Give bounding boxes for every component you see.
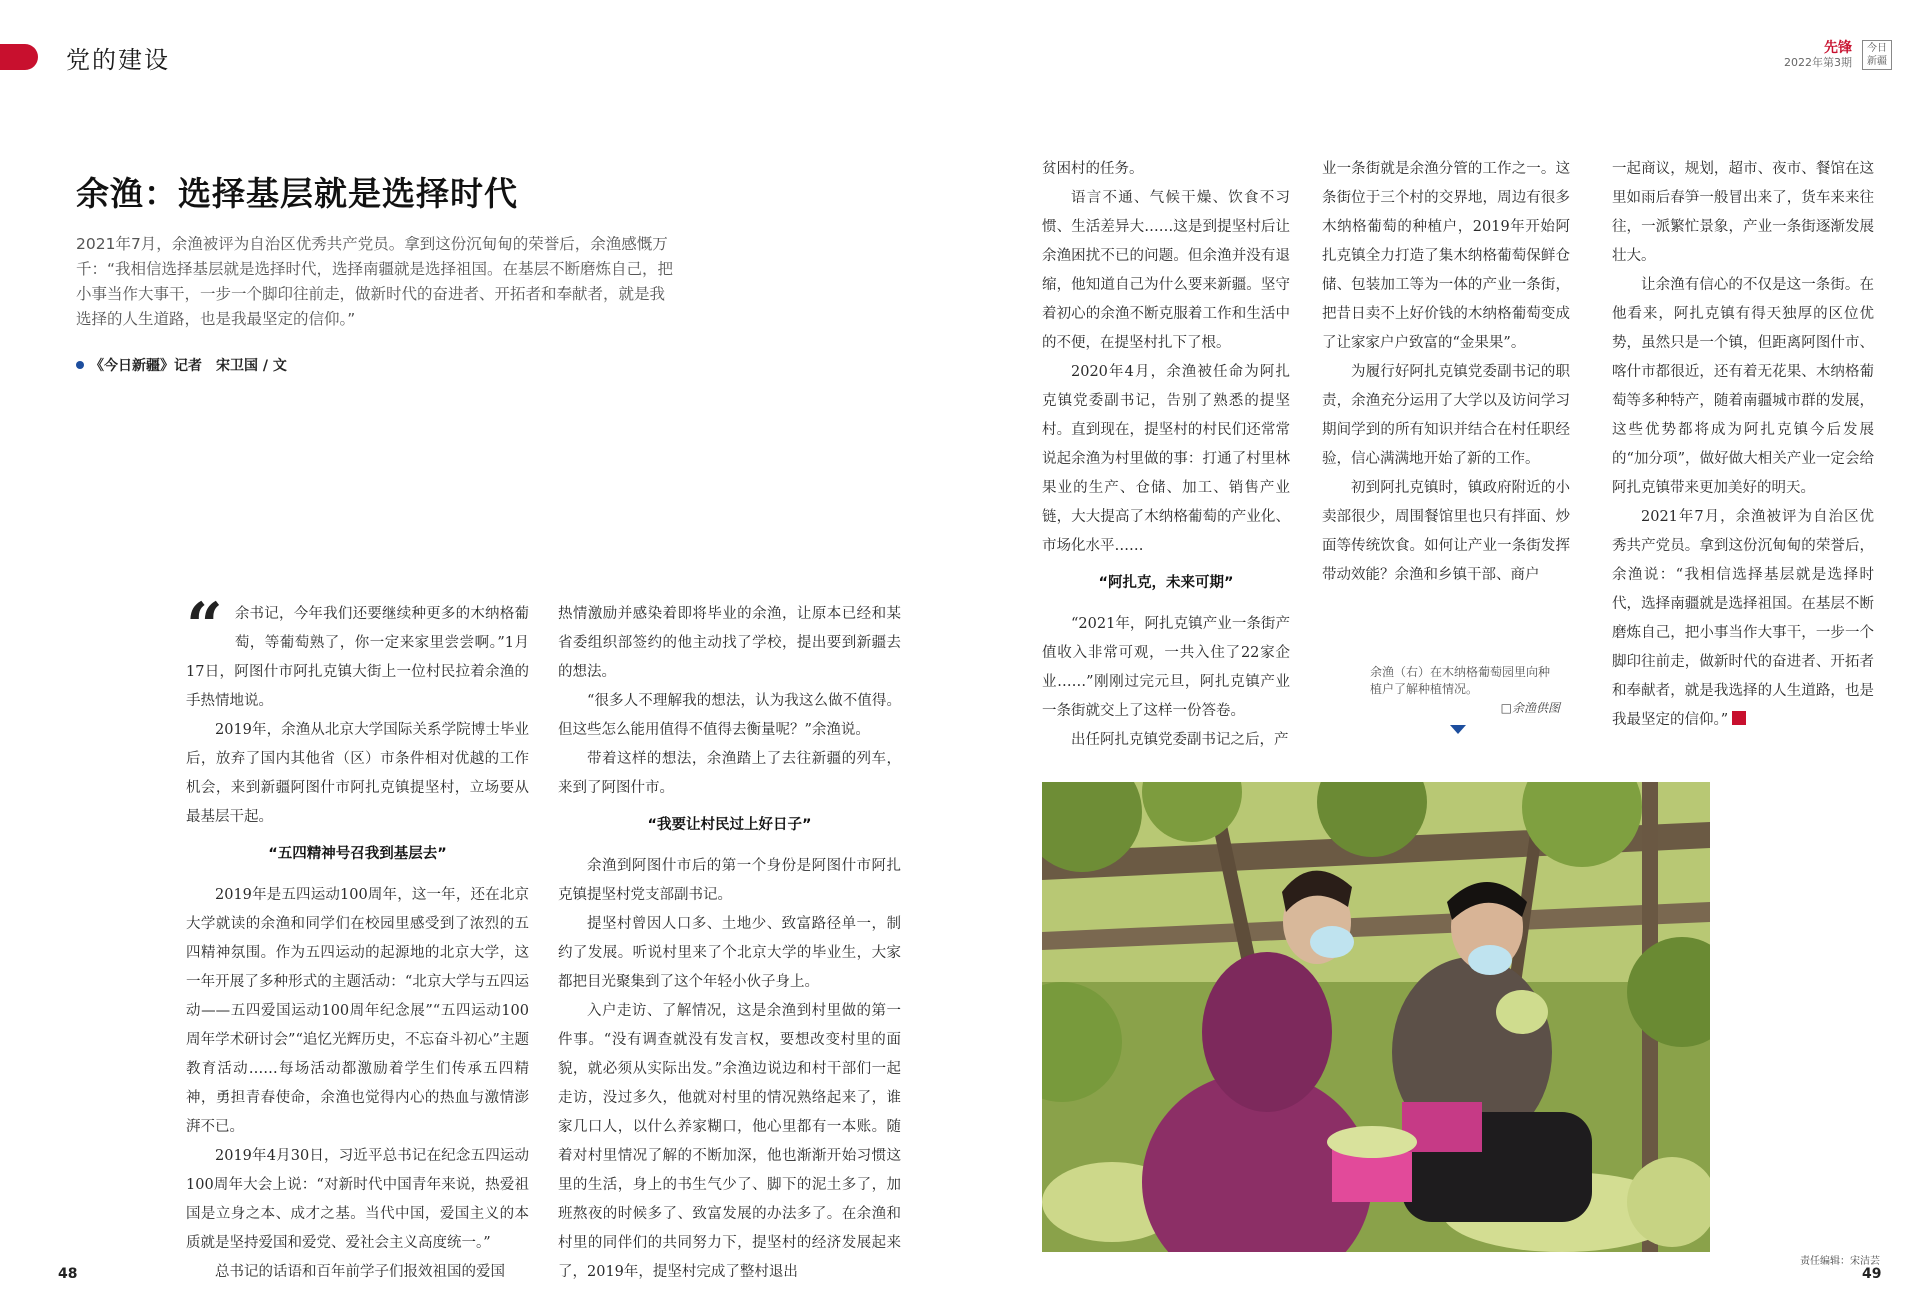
brand-title: 先锋 [1824, 40, 1852, 56]
byline-text: 《今日新疆》记者 宋卫国 / 文 [90, 358, 287, 374]
paragraph: 业一条街就是余渔分管的工作之一。这条街位于三个村的交界地，周边有很多木纳格葡萄的种植户，2019年开始阿扎克镇全力打造了集木纳格葡萄保鲜仓储、包装加工等为一体的产业一条街，把昔日卖不上好价钱的木纳格葡萄变成了让家家户户致富的“金果果”。 [1322, 161, 1570, 351]
byline-dot-icon [76, 361, 84, 369]
column-3 [1042, 155, 1290, 755]
vineyard-illustration [1042, 782, 1710, 1252]
page-number-right: 49 [1862, 1266, 1882, 1282]
paragraph: “很多人不理解我的想法，认为我这么做不值得。但这些怎么能用值得不值得去衡量呢？”余渔说。 [558, 693, 901, 738]
paragraph-text: 2021年7月，余渔被评为自治区优秀共产党员。拿到这份沉甸甸的荣誉后，余渔说：“我相信选择基层就是选择时代，选择南疆就是选择祖国。在基层不断磨炼自己，把小事当作大事干，一步一个脚印往前走，做新时代的奋进者、开拓者和奉献者，就是我选择的人生道路，也是我最坚定的信仰。” [1612, 509, 1874, 728]
paragraph: 提坚村曾因人口多、土地少、致富路径单一，制约了发展。听说村里来了个北京大学的毕业生，大家都把目光聚集到了这个年轻小伙子身上。 [558, 916, 901, 990]
paragraph: 初到阿扎克镇时，镇政府附近的小卖部很少，周围餐馆里也只有拌面、炒面等传统饮食。如何让产业一条街发挥带动效能？余渔和乡镇干部、商户 [1322, 480, 1570, 583]
photo-caption [1370, 664, 1560, 717]
paragraph: 让余渔有信心的不仅是这一条街。在他看来，阿扎克镇有得天独厚的区位优势，虽然只是一个镇，但距离阿图什市、喀什市都很近，还有着无花果、木纳格葡萄等多种特产，随着南疆城市群的发展，这些优势都将成为阿扎克镇今后发展的“加分项”，做好做大相关产业一定会给阿扎克镇带来更加美好的明天。 [1612, 277, 1874, 496]
paragraph: 为履行好阿扎克镇党委副书记的职责，余渔充分运用了大学以及访问学习期间学到的所有知识并结合在村任职经验，信心满满地开始了新的工作。 [1322, 364, 1570, 467]
vineyard-photo [1042, 782, 1710, 1252]
opening-quote-icon: “ [186, 589, 223, 664]
paragraph: 余渔到阿图什市后的第一个身份是阿图什市阿扎克镇提坚村党支部副书记。 [558, 858, 901, 903]
paragraph: 2019年，余渔从北京大学国际关系学院博士毕业后，放弃了国内其他省（区）市条件相对优越的工作机会，来到新疆阿图什市阿扎克镇提坚村，立场要从最基层干起。 [186, 722, 529, 825]
section-label: 党的建设 [66, 46, 170, 74]
paragraph [1612, 503, 1874, 735]
paragraph: 带着这样的想法，余渔踏上了去往新疆的列车，来到了阿图什市。 [558, 751, 901, 796]
article-byline [76, 355, 287, 375]
paragraph: 一起商议，规划，超市、夜市、餐馆在这里如雨后春笋一般冒出来了，货车来来往往，一派繁忙景象，产业一条街逐渐发展壮大。 [1612, 161, 1874, 264]
paragraph-text: 余书记，今年我们还要继续种更多的木纳格葡萄，等葡萄熟了，你一定来家里尝尝啊。”1月17日，阿图什市阿扎克镇大街上一位村民拉着余渔的手热情地说。 [186, 606, 529, 709]
paragraph [186, 589, 529, 716]
column-1 [186, 589, 529, 1287]
issue-label: 2022年第3期 [1784, 56, 1852, 69]
article-title: 余渔：选择基层就是选择时代 [76, 174, 518, 213]
section-tab-mark [0, 44, 38, 70]
paragraph: 2019年是五四运动100周年，这一年，还在北京大学就读的余渔和同学们在校园里感受到了浓烈的五四精神氛围。作为五四运动的起源地的北京大学，这一年开展了多种形式的主题活动：“北京大学与五四运动——五四爱国运动100周年纪念展”“五四运动100周年学术研讨会”“追忆光辉历史，不忘奋斗初心”主题教育活动……每场活动都激励着学生们传承五四精神，勇担青春使命，余渔也觉得内心的热血与激情澎湃不已。 [186, 887, 529, 1135]
magazine-logo: 今日新疆 [1862, 40, 1892, 70]
paragraph: 语言不通、气候干燥、饮食不习惯、生活差异大……这是到提坚村后让余渔困扰不已的问题。但余渔并没有退缩，他知道自己为什么要来新疆。坚守着初心的余渔不断克服着工作和生活中的不便，在提坚村扎下了根。 [1042, 190, 1290, 351]
photo-credit: □余渔供图 [1500, 701, 1560, 715]
subheading: “阿扎克，未来可期” [1098, 575, 1234, 591]
magazine-brand [1784, 40, 1852, 70]
paragraph: 总书记的话语和百年前学子们报效祖国的爱国 [215, 1264, 505, 1280]
subheading: “我要让村民过上好日子” [647, 817, 812, 833]
column-2 [558, 600, 901, 1287]
paragraph: 2019年4月30日，习近平总书记在纪念五四运动100周年大会上说：“对新时代中国青年来说，热爱祖国是立身之本、成才之基。当代中国，爱国主义的本质就是坚持爱国和爱党、爱社会主义高度统一。” [186, 1148, 529, 1251]
paragraph: 出任阿扎克镇党委副书记之后，产 [1071, 732, 1289, 748]
caption-text: 余渔（右）在木纳格葡萄园里向种植户了解种植情况。 [1370, 665, 1551, 696]
paragraph: 热情激励并感染着即将毕业的余渔，让原本已经和某省委组织部签约的他主动找了学校，提出要到新疆去的想法。 [558, 606, 901, 680]
end-square-icon [1732, 711, 1746, 725]
article-lede: 2021年7月，余渔被评为自治区优秀共产党员。拿到这份沉甸甸的荣誉后，余渔感慨万千：“我相信选择基层就是选择时代，选择南疆就是选择祖国。在基层不断磨炼自己，把小事当作大事干，一步一个脚印往前走，做新时代的奋进者、开拓者和奉献者，就是我选择的人生道路，也是我最坚定的信仰。” [76, 235, 674, 328]
triangle-down-icon [1450, 725, 1466, 734]
page-number-left: 48 [58, 1266, 78, 1282]
paragraph: 入户走访、了解情况，这是余渔到村里做的第一件事。“没有调查就没有发言权，要想改变村里的面貌，就必须从实际出发。”余渔边说边和村干部们一起走访，没过多久，他就对村里的情况熟络起来了，谁家几口人，以什么养家糊口，他心里都有一本账。随着对村里情况了解的不断加深，他也渐渐开始习惯这里的生活，身上的书生气少了、脚下的泥土多了，加班熬夜的时候多了、致富发展的办法多了。在余渔和村里的同伴们的共同努力下，提坚村的经济发展起来了，2019年，提坚村完成了整村退出 [558, 1003, 901, 1280]
responsible-editor: 责任编辑：宋洁芸 [1800, 1256, 1880, 1267]
paragraph: 贫困村的任务。 [1042, 161, 1144, 177]
column-5 [1612, 155, 1874, 735]
subheading: “五四精神号召我到基层去” [268, 846, 447, 862]
paragraph: “2021年，阿扎克镇产业一条街产值收入非常可观，一共入住了22家企业……”刚刚过完元旦，阿扎克镇产业一条街就交上了这样一份答卷。 [1042, 616, 1290, 719]
column-4 [1322, 155, 1570, 590]
paragraph: 2020年4月，余渔被任命为阿扎克镇党委副书记，告别了熟悉的提坚村。直到现在，提坚村的村民们还常常说起余渔为村里做的事：打通了村里林果业的生产、仓储、加工、销售产业链，大大提高了木纳格葡萄的产业化、市场化水平…… [1042, 364, 1290, 554]
